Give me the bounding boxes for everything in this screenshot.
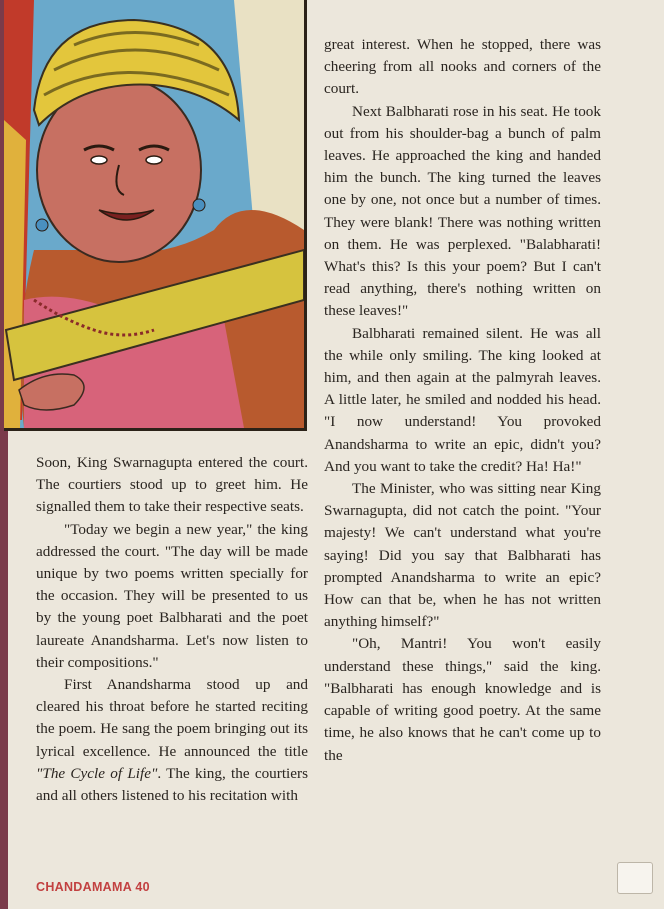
- paragraph: The Minister, who was sitting near King Swarnagupta, did not catch the point. "Your majesty! We can't understand what you're saying! Did you say that Balbharati has prompted Anandsharma to write an epic? How can that be, when he has not written anything himself?": [324, 480, 601, 631]
- right-text-column: [324, 34, 601, 767]
- paragraph: "Oh, Mantri! You won't easily understand these things," said the king. "Balbharati has enough knowledge and is capable of writing good poetry. At the same time, he also knows that he can't come up to the: [324, 635, 601, 764]
- library-stamp-icon: [617, 862, 653, 894]
- paragraph: Balbharati remained silent. He was all the while only smiling. The king looked at him, and then again at the palmyrah leaves. A little later, he smiled and nodded his head. "I now understand! You provoked Anandsharma to write an epic, didn't you? And you want to take the credit? Ha! Ha!": [324, 324, 601, 475]
- paragraph-text: First Anandsharma stood up and cleared his throat before he started reciting the poem. He sang the poem bringing out its lyrical excellence. He announced the title: [36, 676, 308, 760]
- left-text-column: [36, 452, 308, 807]
- paragraph: Next Balbharati rose in his seat. He took out from his shoulder-bag a bunch of palm leaves. He approached the king and handed him the bunch. The king turned the leaves one by one, not once but a number of times. They were blank! There was nothing written on them. He was perplexed. "Balabharati! What's this? Is this your poem? But I can't read anything, there's nothing written on these leaves!": [324, 102, 601, 320]
- paragraph: "Today we begin a new year," the king addressed the court. "The day will be made unique by two poems written specially for the occasion. They will be presented to us by the young poet Balbharati and the poet laureate Anandsharma. Let's now listen to their compositions.": [36, 520, 308, 671]
- paragraph: Soon, King Swarnagupta entered the court. The courtiers stood up to greet him. He signalled them to take their respective seats.: [36, 454, 308, 516]
- page-footer: CHANDAMAMA 40: [36, 880, 150, 894]
- court-poet-illustration: [4, 0, 307, 431]
- paragraph: great interest. When he stopped, there was cheering from all nooks and corners of the court.: [324, 36, 601, 98]
- paragraph: [36, 674, 308, 807]
- poem-title: "The Cycle of Life": [36, 764, 158, 782]
- paragraph-text: . The king, the courtiers and all others listened to his recitation with: [36, 764, 308, 805]
- poet-drawing: [4, 0, 304, 428]
